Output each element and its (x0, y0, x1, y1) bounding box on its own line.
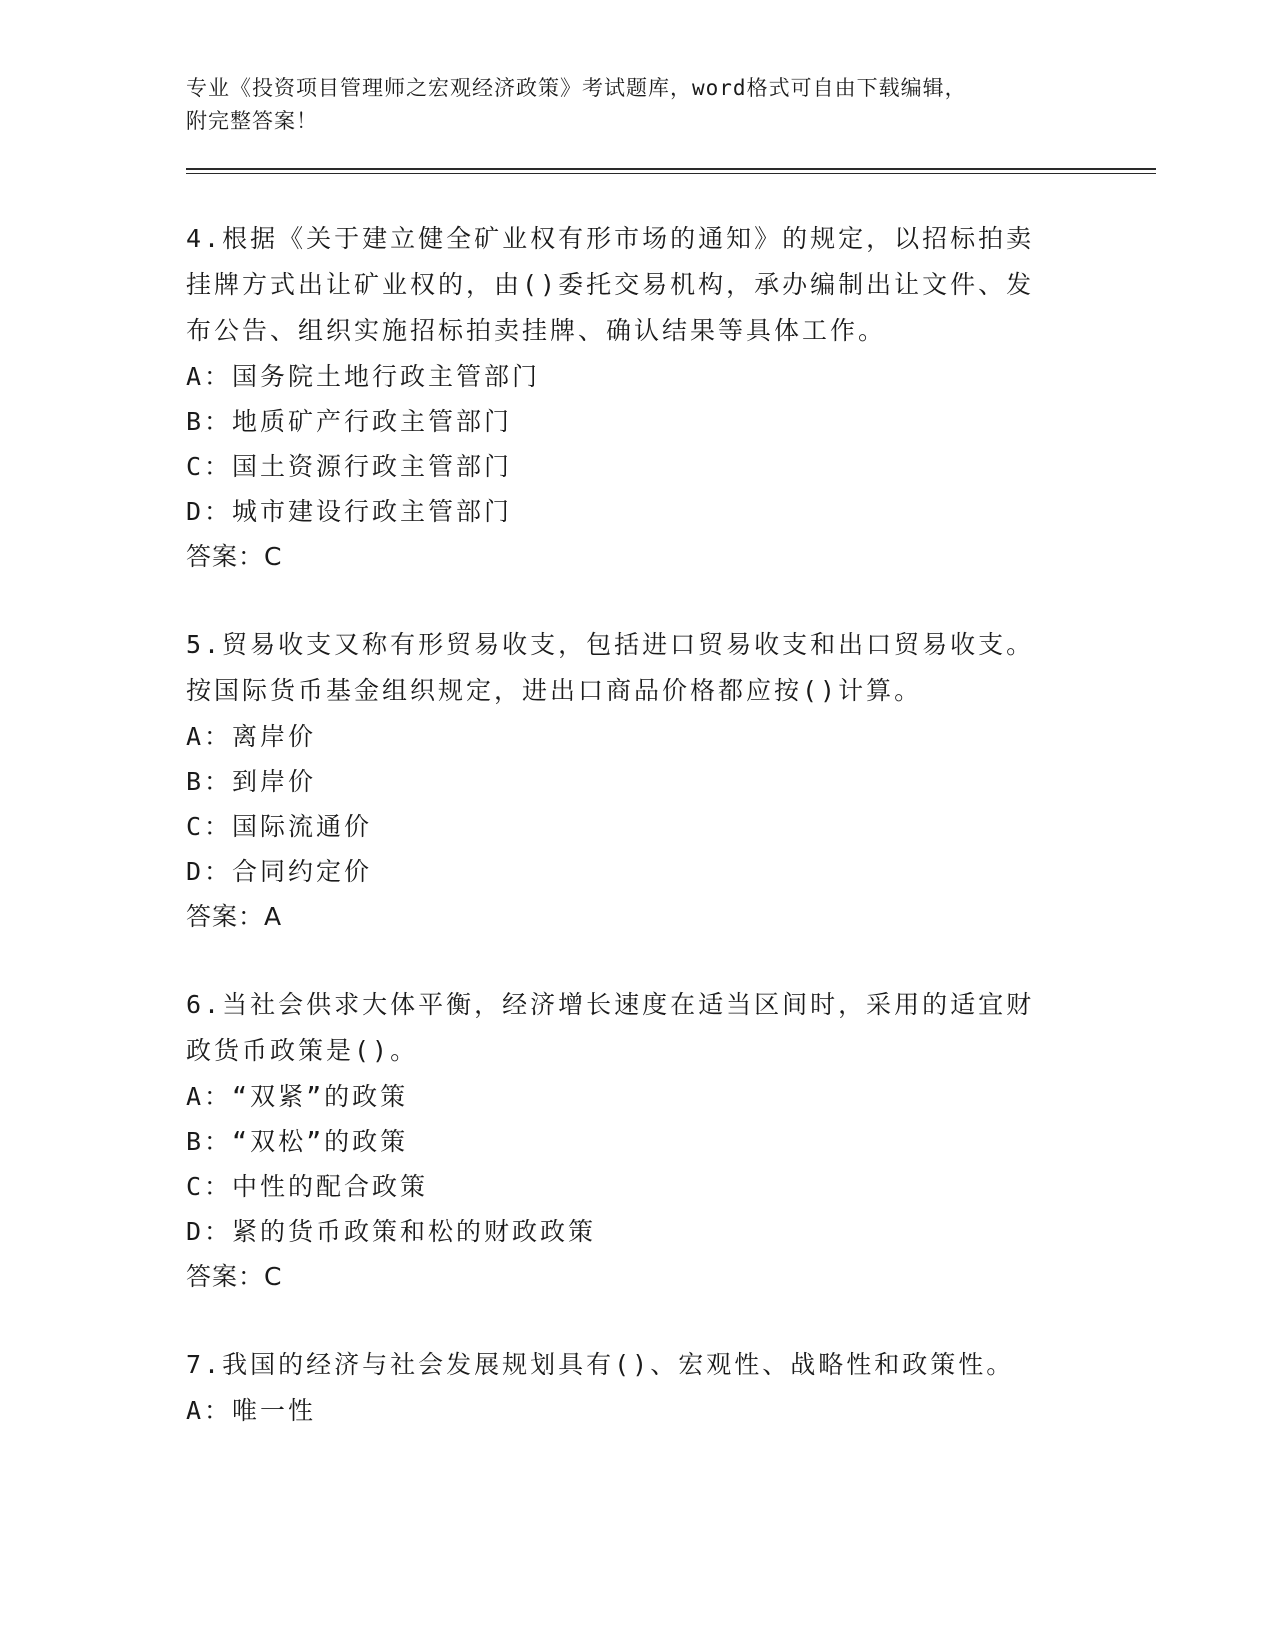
option-d: D：紧的货币政策和松的财政政策 (186, 1217, 597, 1246)
question-text-line: 5.贸易收支又称有形贸易收支，包括进口贸易收支和出口贸易收支。 (186, 630, 1035, 659)
answer: 答案：C (186, 542, 283, 571)
option-c: C：国土资源行政主管部门 (186, 452, 513, 481)
answer: 答案：C (186, 1262, 283, 1291)
option-d: D：城市建设行政主管部门 (186, 497, 513, 526)
option-a: A：唯一性 (186, 1396, 317, 1425)
option-c: C：国际流通价 (186, 812, 373, 841)
question-text-line: 6.当社会供求大体平衡，经济增长速度在适当区间时，采用的适宜财 (186, 990, 1035, 1019)
option-b: B：地质矿产行政主管部门 (186, 407, 513, 436)
question-text (186, 622, 1156, 714)
document-header (186, 72, 1156, 138)
header-divider (186, 168, 1156, 174)
question-text (186, 1342, 1156, 1388)
question-6 (186, 982, 1156, 1300)
header-line-2: 附完整答案！ (186, 109, 318, 133)
question-4 (186, 216, 1156, 580)
question-text-line: 4.根据《关于建立健全矿业权有形市场的通知》的规定，以招标拍卖 (186, 224, 1035, 253)
question-text (186, 982, 1156, 1074)
answer: 答案：A (186, 902, 283, 931)
option-b: B：“双松”的政策 (186, 1127, 409, 1156)
question-text-line: 政货币政策是()。 (186, 1036, 419, 1065)
option-d: D：合同约定价 (186, 857, 373, 886)
option-a: A：国务院土地行政主管部门 (186, 362, 541, 391)
question-5 (186, 622, 1156, 940)
question-text-line: 按国际货币基金组织规定，进出口商品价格都应按()计算。 (186, 676, 923, 705)
option-b: B：到岸价 (186, 767, 317, 796)
document-page (186, 72, 1156, 1475)
question-7 (186, 1342, 1156, 1433)
option-a: A：“双紧”的政策 (186, 1082, 409, 1111)
question-list (186, 216, 1156, 1433)
option-a: A：离岸价 (186, 722, 317, 751)
question-text-line: 布公告、组织实施招标拍卖挂牌、确认结果等具体工作。 (186, 316, 887, 345)
question-text (186, 216, 1156, 354)
header-line-1: 专业《投资项目管理师之宏观经济政策》考试题库，word格式可自由下载编辑， (186, 76, 967, 100)
question-text-line: 挂牌方式出让矿业权的，由()委托交易机构，承办编制出让文件、发 (186, 270, 1035, 299)
option-c: C：中性的配合政策 (186, 1172, 429, 1201)
question-text-line: 7.我国的经济与社会发展规划具有()、宏观性、战略性和政策性。 (186, 1350, 1015, 1379)
